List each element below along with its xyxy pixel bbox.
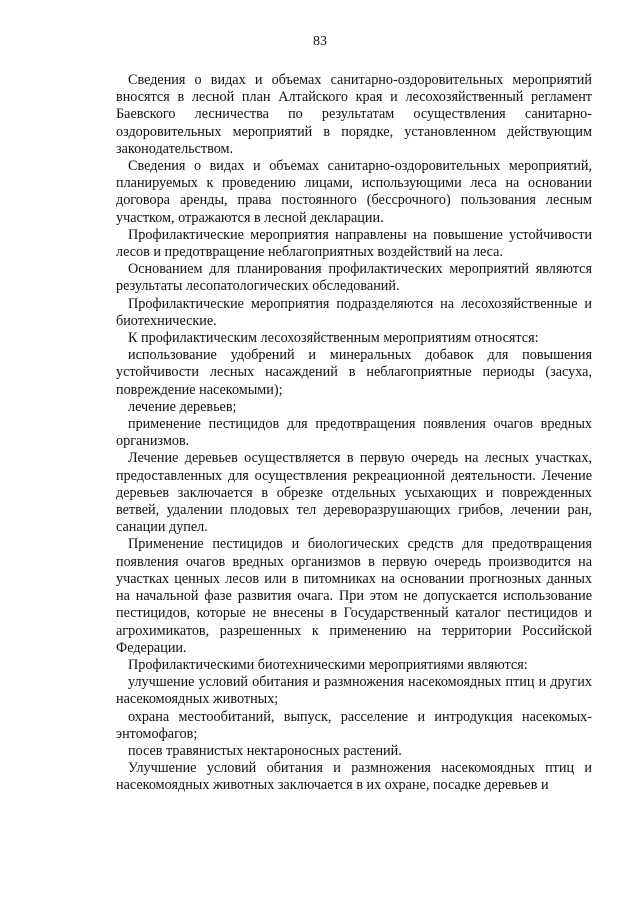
list-item: использование удобрений и минеральных добавок для повышения устойчивости лесных насаждений в неблагоприятные периоды (засуха, повреждение насекомыми);	[116, 347, 592, 398]
list-item: улучшение условий обитания и размножения насекомоядных птиц и других насекомоядных животных;	[116, 674, 592, 708]
paragraph: Профилактические мероприятия подразделяются на лесохозяйственные и биотехнические.	[116, 295, 592, 329]
list-item: применение пестицидов для предотвращения появления очагов вредных организмов.	[116, 416, 592, 450]
paragraph: Улучшение условий обитания и размножения насекомоядных птиц и насекомоядных животных заключается в их охране, посадке деревьев и	[116, 760, 592, 794]
document-body	[116, 72, 592, 795]
paragraph: Сведения о видах и объемах санитарно-оздоровительных мероприятий вносятся в лесной план Алтайского края и лесохозяйственный регламент Баевского лесничества по результатам осуществления санитарно-оздоровительных мероприятий в порядке, установленном действующим законодательством.	[116, 72, 592, 157]
list-item: посев травянистых нектароносных растений.	[128, 742, 402, 759]
paragraph: К профилактическим лесохозяйственным мероприятиям относятся:	[128, 330, 539, 347]
paragraph: Сведения о видах и объемах санитарно-оздоровительных мероприятий, планируемых к проведению лицами, использующими леса на основании договора аренды, права постоянного (бессрочного) пользования лесным участком, отражаются в лесной декларации.	[116, 158, 592, 226]
list-item: лечение деревьев;	[128, 398, 237, 415]
page-number: 83	[313, 34, 327, 49]
paragraph: Лечение деревьев осуществляется в первую очередь на лесных участках, предоставленных для осуществления рекреационной деятельности. Лечение деревьев заключается в обрезке отдельных усыхающих и поврежденных ветвей, удалении плодовых тел дереворазрушающих грибов, лечении ран, санации дупел.	[116, 450, 592, 536]
paragraph: Применение пестицидов и биологических средств для предотвращения появления очагов вредных организмов в первую очередь производится на участках ценных лесов или в питомниках на основании прогнозных данных на начальной фазе развития очага. При этом не допускается использование пестицидов, которые не внесены в Государственный каталог пестицидов и агрохимикатов, разрешенных к применению на территории Российской Федерации.	[116, 536, 592, 656]
list-item: охрана местообитаний, выпуск, расселение и интродукция насекомых-энтомофагов;	[116, 708, 592, 742]
paragraph: Основанием для планирования профилактических мероприятий являются результаты лесопатологических обследований.	[116, 261, 592, 295]
paragraph: Профилактическими биотехническими мероприятиями являются:	[128, 656, 528, 673]
paragraph: Профилактические мероприятия направлены на повышение устойчивости лесов и предотвращение неблагоприятных воздействий на леса.	[116, 226, 592, 261]
